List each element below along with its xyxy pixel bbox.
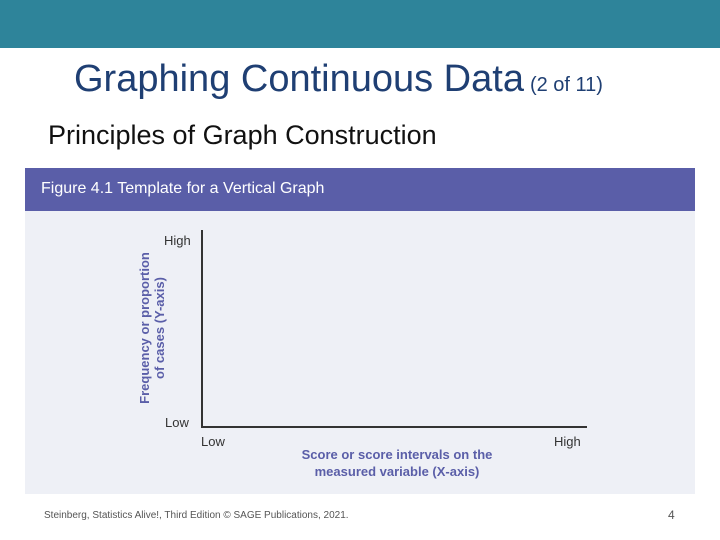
x-axis-high-label: High <box>554 434 581 449</box>
x-axis-line <box>201 426 587 428</box>
y-axis-low-label: Low <box>165 415 189 430</box>
y-axis-label <box>137 228 167 428</box>
x-axis-label-line-1: Score or score intervals on the <box>301 447 493 462</box>
x-axis-label <box>292 446 502 480</box>
x-axis-label-line-2: measured variable (X-axis) <box>314 464 480 479</box>
y-axis-label-line-2: of cases (Y-axis) <box>152 277 167 379</box>
figure-header <box>25 168 695 211</box>
top-band <box>0 0 720 48</box>
x-axis-low-label: Low <box>201 434 225 449</box>
page-number: 4 <box>668 508 675 522</box>
slide-subtitle: Principles of Graph Construction <box>48 120 437 150</box>
y-axis-line <box>201 230 203 428</box>
slide-counter: (2 of 11) <box>529 74 603 96</box>
figure-label: Figure 4.1 Template for a Vertical Graph <box>41 180 325 197</box>
slide-title <box>74 58 603 101</box>
y-axis-label-line-1: Frequency or proportion <box>137 252 152 404</box>
y-axis-high-label: High <box>164 233 191 248</box>
footer-credit: Steinberg, Statistics Alive!, Third Edition © SAGE Publications, 2021. <box>44 510 349 521</box>
slide-title-text: Graphing Continuous Data <box>74 58 524 100</box>
